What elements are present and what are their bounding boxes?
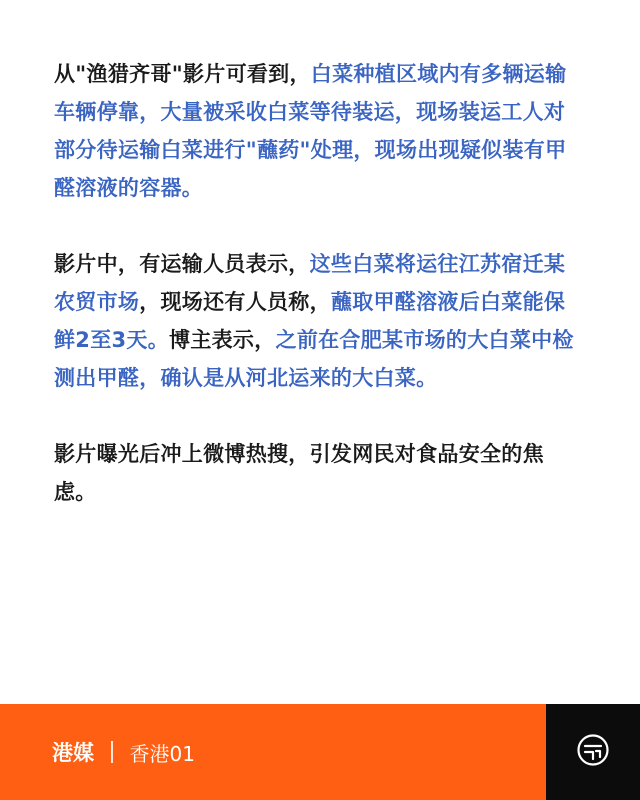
paragraph-2-highlight-c: 之前在合肥某市场的大白菜中检测出甲醛，确认是从河北运来的大白菜。 xyxy=(54,328,574,390)
footer-logo-area[interactable] xyxy=(546,704,640,800)
paragraph-2-text-b: ，现场还有人员称， xyxy=(139,290,331,314)
footer-divider xyxy=(111,741,113,763)
footer-bar xyxy=(0,704,640,800)
article-body xyxy=(54,55,582,511)
paragraph-2-highlight-b: 蘸取甲醛溶液后白菜能保鲜2至3天。 xyxy=(54,290,566,352)
paragraph-3 xyxy=(54,435,582,511)
footer-source: 香港01 xyxy=(129,741,195,766)
paragraph-1-highlight: 白菜种植区域内有多辆运输车辆停靠，大量被采收白菜等待装运，现场装运工人对部分待运输白菜进行"蘸药"处理，现场出现疑似装有甲醛溶液的容器。 xyxy=(54,62,567,200)
paragraph-1 xyxy=(54,55,582,207)
paragraph-1-text: 从"渔猎齐哥"影片可看到， xyxy=(54,62,311,86)
paragraph-3-text: 影片曝光后冲上微博热搜，引发网民对食品安全的焦虑。 xyxy=(54,442,544,504)
footer-brand-area xyxy=(0,704,546,800)
paragraph-2-text-c: 博主表示， xyxy=(169,328,276,352)
paragraph-2-text-a: 影片中，有运输人员表示， xyxy=(54,252,310,276)
footer-brand: 港媒 xyxy=(52,741,94,765)
paragraph-2 xyxy=(54,245,582,397)
hk01-logo-icon xyxy=(576,733,610,771)
paragraph-2-highlight-a: 这些白菜将运往江苏宿迁某农贸市场 xyxy=(54,252,566,314)
